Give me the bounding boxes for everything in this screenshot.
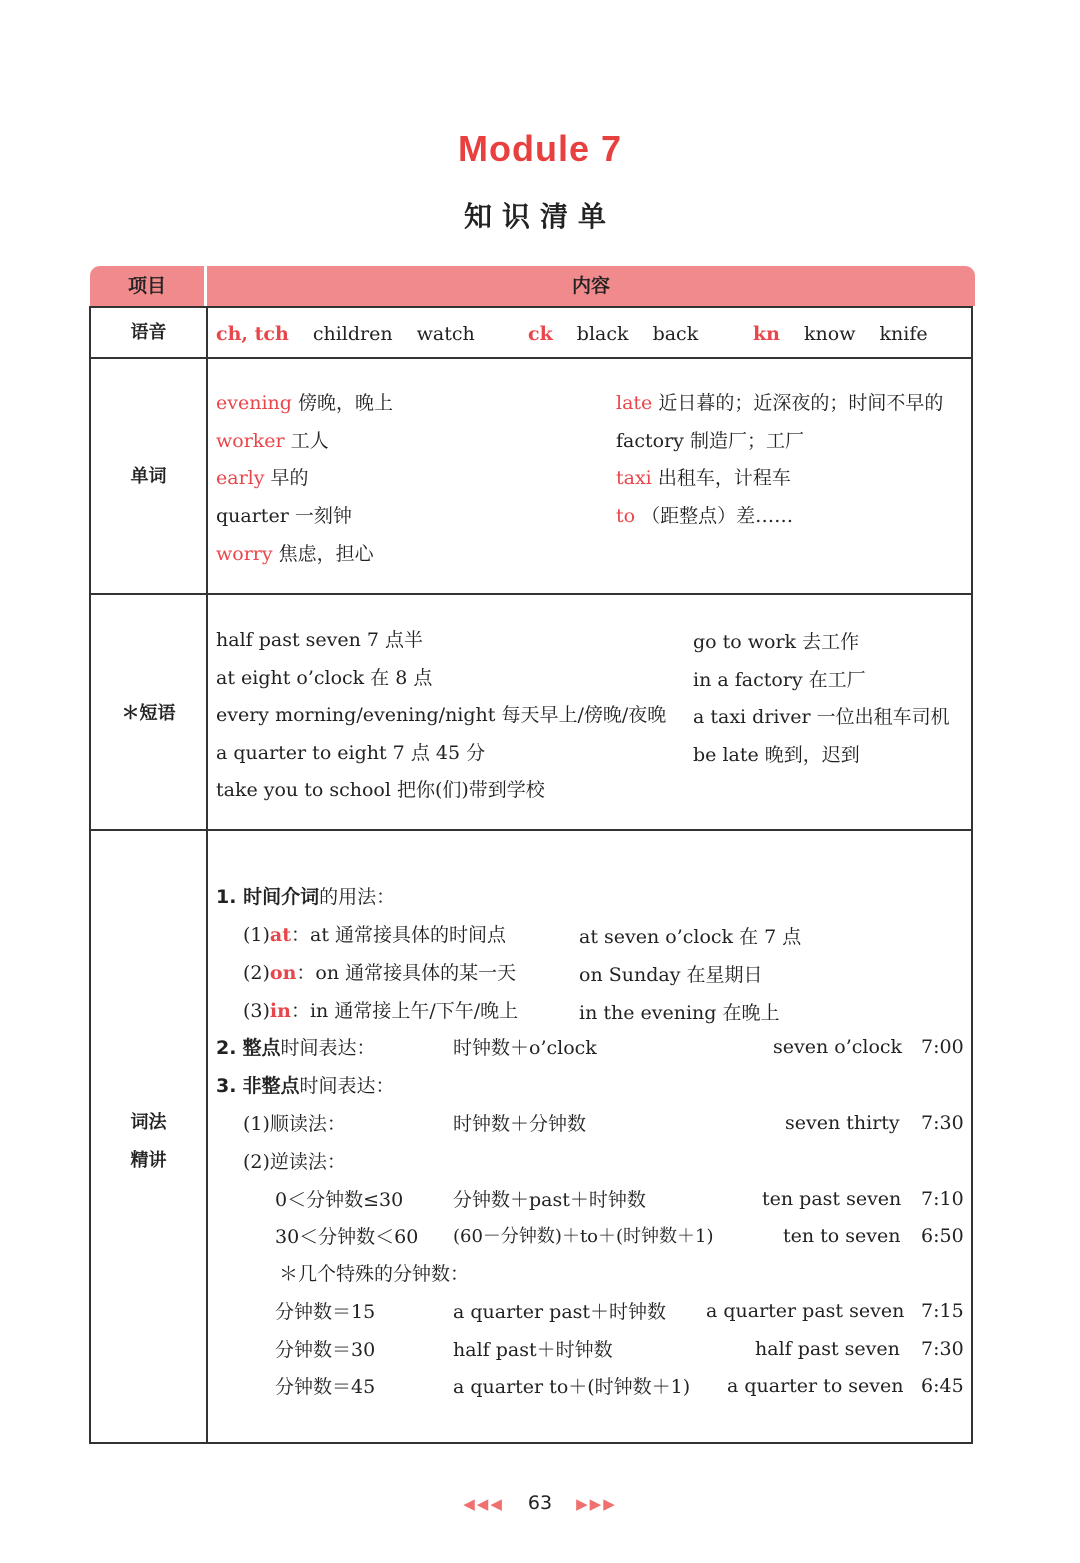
grammar-on-example: on Sunday 在星期日 bbox=[579, 964, 763, 986]
example: half past seven bbox=[755, 1338, 900, 1360]
column-divider bbox=[206, 308, 208, 1442]
phrase-item: be late 晚到，迟到 bbox=[693, 744, 860, 766]
knowledge-table bbox=[89, 306, 973, 1444]
time: 6:50 bbox=[921, 1225, 964, 1247]
reverse-reading: (2)逆读法： bbox=[243, 1151, 346, 1173]
example: seven o’clock bbox=[773, 1036, 903, 1058]
word-item: factory 制造厂；工厂 bbox=[616, 430, 804, 452]
grammar-heading-3: 3. 非整点时间表达： bbox=[216, 1075, 395, 1097]
word-item: early 早的 bbox=[216, 467, 309, 489]
time: 7:30 bbox=[921, 1112, 964, 1134]
phrase-item: go to work 去工作 bbox=[693, 631, 860, 653]
page-title: Module 7 bbox=[457, 128, 622, 169]
section-label-grammar-1: 词法 bbox=[130, 1112, 167, 1133]
formula: 时钟数＋分钟数 bbox=[453, 1113, 587, 1135]
example: ten past seven bbox=[762, 1188, 902, 1210]
condition: 0＜分钟数≤30 bbox=[275, 1189, 404, 1211]
grammar-in: (3)in：in 通常接上午/下午/晚上 bbox=[243, 1000, 519, 1022]
time: 7:15 bbox=[921, 1300, 964, 1322]
phrase-item: every morning/evening/night 每天早上/傍晚/夜晚 bbox=[216, 704, 667, 726]
time: 6:45 bbox=[921, 1375, 964, 1397]
grammar-heading-2: 2. 整点时间表达： bbox=[216, 1037, 376, 1059]
formula: 分钟数＋past＋时钟数 bbox=[453, 1189, 646, 1211]
word-item: evening 傍晚，晚上 bbox=[216, 392, 393, 414]
section-label-grammar-2: 精讲 bbox=[130, 1150, 167, 1171]
page-subtitle: 知识清单 bbox=[463, 200, 616, 233]
time: 7:30 bbox=[921, 1338, 964, 1360]
condition: 分钟数＝45 bbox=[275, 1376, 376, 1398]
word-item: taxi 出租车，计程车 bbox=[616, 467, 791, 489]
example: a quarter past seven bbox=[706, 1300, 905, 1322]
table-header-item: 项目 bbox=[90, 266, 204, 306]
phrase-item: a taxi driver 一位出租车司机 bbox=[693, 706, 950, 728]
section-label-words: 单词 bbox=[130, 466, 167, 487]
example: seven thirty bbox=[785, 1112, 900, 1134]
formula: 时钟数＋o’clock bbox=[453, 1037, 597, 1059]
grammar-in-example: in the evening 在晚上 bbox=[579, 1002, 780, 1024]
condition: 30＜分钟数＜60 bbox=[275, 1226, 419, 1248]
next-arrows-icon: ▶▶▶ bbox=[576, 1495, 617, 1513]
time: 7:10 bbox=[921, 1188, 964, 1210]
formula: half past＋时钟数 bbox=[453, 1339, 613, 1361]
word-item: worker 工人 bbox=[216, 430, 329, 452]
phonics-group-ck: ck black back bbox=[528, 323, 699, 345]
section-label-phrases: ＊短语 bbox=[121, 703, 176, 724]
phrase-item: take you to school 把你(们)带到学校 bbox=[216, 779, 545, 801]
prev-arrows-icon: ◀◀◀ bbox=[463, 1495, 504, 1513]
page-number: 63 bbox=[527, 1492, 553, 1514]
word-item: late 近日暮的；近深夜的；时间不早的 bbox=[616, 392, 944, 414]
special-minutes-heading: ＊几个特殊的分钟数： bbox=[279, 1263, 470, 1285]
word-item: worry 焦虑，担心 bbox=[216, 543, 374, 565]
word-item: to （距整点）差…… bbox=[616, 505, 794, 527]
phrase-item: at eight o’clock 在 8 点 bbox=[216, 667, 433, 689]
example: ten to seven bbox=[783, 1225, 901, 1247]
grammar-on: (2)on：on 通常接具体的某一天 bbox=[243, 962, 517, 984]
grammar-heading-1: 1. 时间介词的用法： bbox=[216, 886, 396, 908]
time: 7:00 bbox=[921, 1036, 964, 1058]
formula: (60－分钟数)＋to＋(时钟数＋1) bbox=[453, 1226, 714, 1247]
row-divider bbox=[91, 593, 971, 595]
formula: a quarter past＋时钟数 bbox=[453, 1301, 667, 1323]
word-item: quarter 一刻钟 bbox=[216, 505, 352, 527]
sequential-reading: (1)顺读法： bbox=[243, 1113, 346, 1135]
row-divider bbox=[91, 829, 971, 831]
grammar-at-example: at seven o’clock 在 7 点 bbox=[579, 926, 802, 948]
phrase-item: half past seven 7 点半 bbox=[216, 629, 424, 651]
row-divider bbox=[91, 357, 971, 359]
phonics-group-kn: kn know knife bbox=[753, 323, 928, 345]
phrase-item: a quarter to eight 7 点 45 分 bbox=[216, 742, 486, 764]
page-footer bbox=[0, 1492, 1080, 1514]
phonics-group-ch: ch, tch children watch bbox=[216, 323, 475, 345]
condition: 分钟数＝15 bbox=[275, 1301, 376, 1323]
section-label-phonics: 语音 bbox=[130, 322, 167, 343]
table-header-content: 内容 bbox=[207, 266, 975, 306]
grammar-at: (1)at：at 通常接具体的时间点 bbox=[243, 924, 507, 946]
phrase-item: in a factory 在工厂 bbox=[693, 669, 866, 691]
condition: 分钟数＝30 bbox=[275, 1339, 376, 1361]
formula: a quarter to＋(时钟数＋1) bbox=[453, 1376, 691, 1398]
example: a quarter to seven bbox=[727, 1375, 904, 1397]
